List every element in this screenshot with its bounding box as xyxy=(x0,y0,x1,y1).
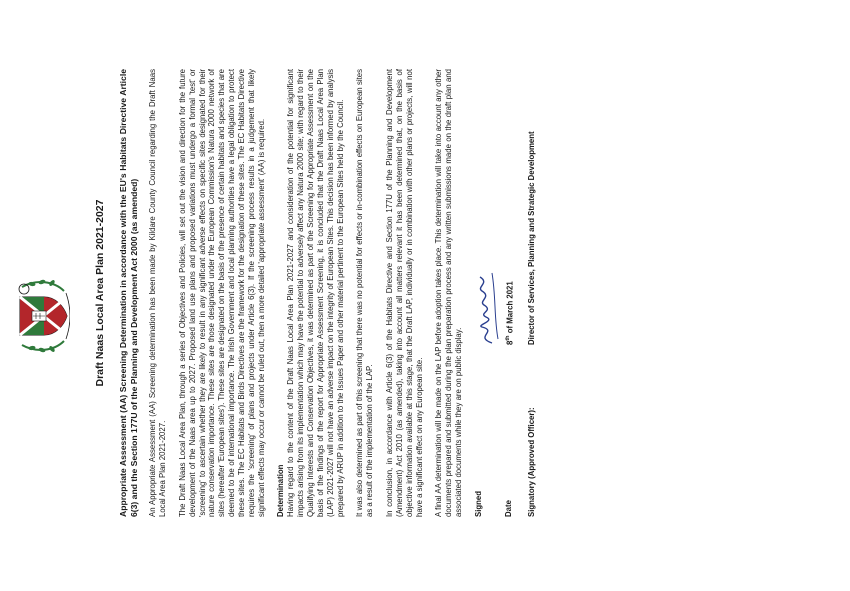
signed-label: Signed xyxy=(473,491,483,517)
signatory-label: Signatory (Approved Officer): xyxy=(527,407,537,517)
kildare-county-council-crest xyxy=(14,273,70,359)
intro-paragraph: An Appropriate Assessment (AA) Screening determination has been made by Kildare County Council regarding the Draft Naas Local Area Plan 2021-2027. xyxy=(148,69,168,517)
date-value: 8th of March 2021 xyxy=(504,281,515,345)
determination-heading: Determination xyxy=(276,464,286,517)
in-combination-paragraph: It was also determined as part of this screening that there was no potential for effects or in-combination effects on European sites as a result of the implementation of the LAP. xyxy=(355,69,375,517)
background-paragraph: The Draft Naas Local Area Plan, through a series of Objectives and Policies, will set out the vision and direction for the future development of the Naas area up to 2027. Proposed land use plans and proposed variations must undergo a formal 'test' or 'screening' to ascertain whether they are likely to result in any significant adverse effects on specific sites designated for their nature conservation importance. These sites are those designated under the European Commission's Natura 2000 network of sites (hereafter 'European sites'). These sites are designated on the basis of the presence of certain habitats and species that are deemed to be of international importance. The Irish Government and local planning authorities have a legal obligation to protect these sites. The EC Habitats and Birds Directives are the framework for the designation of these sites. The EC Habitats Directive requires the 'screening' of plans and projects under Article 6(3). If the screening process results in a judgement that likely significant effects may occur or cannot be ruled out, then a more detailed 'appropriate assessment' (AA) is required. xyxy=(177,69,266,517)
signatory-row xyxy=(527,69,537,517)
signatory-value: Director of Services, Planning and Strategic Development xyxy=(527,131,537,345)
handwritten-signature xyxy=(468,267,504,347)
section-heading: Appropriate Assessment (AA) Screening Determination in accordance with the EU's Habitats Directive Article 6(3) and the Section 177U of the Planning and Development Act 2000 (as amended) xyxy=(118,69,139,517)
date-row xyxy=(504,69,515,517)
conclusion-paragraph: In conclusion, in accordance with Article 6(3) of the Habitats Directive and Section 177U of the Planning and Development (Amendment) Act 2010 (as amended), taking into account all matters relevant it has been determined that, on the basis of objective information available at this stage, that the Draft LAP, individually or in combination with other plans or projects, will not have a significant effect on any European site. xyxy=(385,69,424,517)
determination-paragraph: Having regard to the content of the Draft Naas Local Area Plan 2021-2027 and consideration of the potential for significant impacts arising from its implementation which may have the potential to adversely affect any Natura 2000 site; with regard to their Qualifying Interests and Conservation Objectives, it was determined as part of the Screening for Appropriate Assessment on the basis of the findings of the report for Appropriate Assessment Screening, it is concluded that the Draft Naas Local Area Plan (LAP) 2021-2027 will not have an adverse impact on the integrity of European Sites. This decision has been informed by analysis prepared by ARUP in addition to the Issues Paper and other material pertinent to the European Sites held by the Council. xyxy=(286,69,345,517)
document-title: Draft Naas Local Area Plan 2021-2027 xyxy=(94,199,106,387)
final-determination-paragraph: A final AA determination will be made on the LAP before adoption takes place. This determination will take into account any other documents prepared and submitted during the plan preparation process and any written submissions made on the draft plan and associated documents while they are on public display. xyxy=(434,69,464,517)
signature-block xyxy=(474,69,504,517)
date-label: Date xyxy=(503,500,513,517)
